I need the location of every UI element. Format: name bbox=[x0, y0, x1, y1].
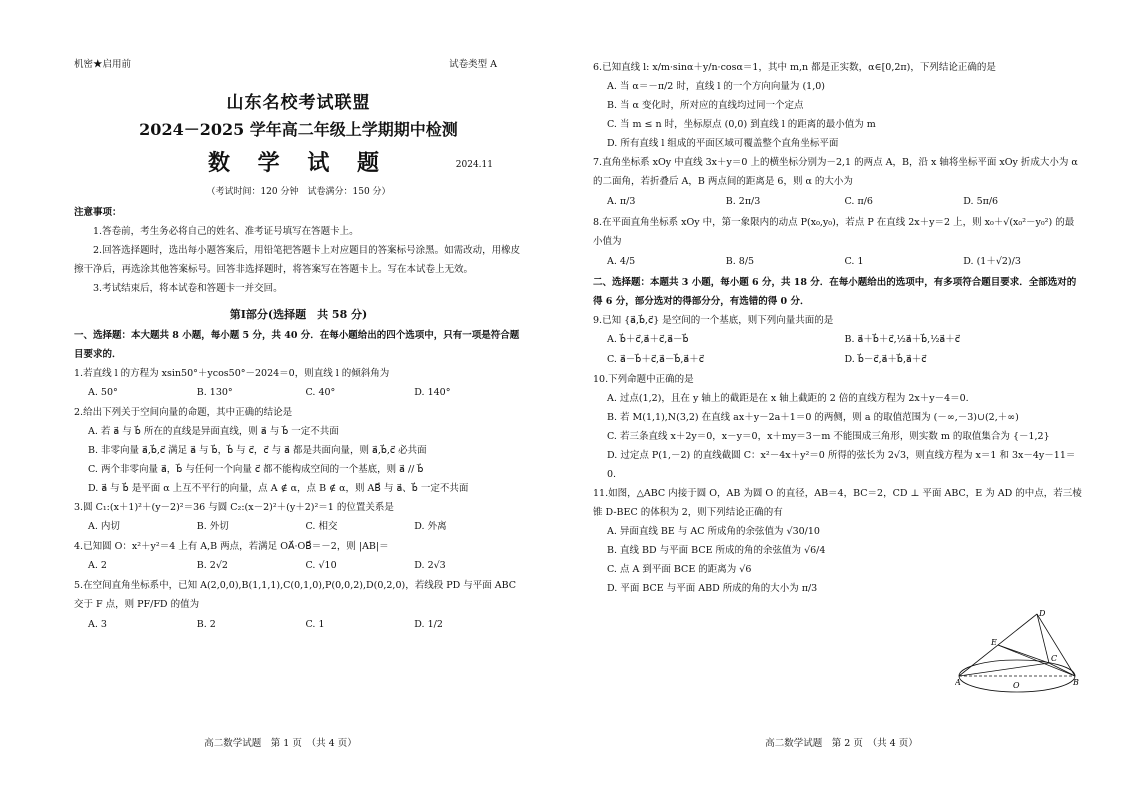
section-heading: 二、选择题：本题共 3 小题，每小题 6 分，共 18 分．在每小题给出的选项中，有多项符合题目要求．全部选对的得 6 分，部分选对的得部分分，有选错的得 0 分． bbox=[593, 277, 1077, 307]
option: D. b⃗－c⃗,a⃗＋b⃗,a⃗＋c⃗ bbox=[844, 354, 927, 365]
option: C. 相交 bbox=[305, 521, 338, 532]
header-row bbox=[74, 56, 523, 70]
option: D. 外离 bbox=[414, 521, 447, 532]
exam-info: （考试时间：120 分钟 试卷满分：150 分） bbox=[206, 187, 391, 197]
option: D. 1/2 bbox=[414, 619, 443, 630]
option: C. π/6 bbox=[844, 196, 873, 207]
option: B. 当 α 变化时，所对应的直线均过同一个定点 bbox=[607, 100, 804, 111]
question-8: 8.在平面直角坐标系 xOy 中，第一象限内的动点 P(x₀,y₀)，若点 P 在直线 2x＋y＝2 上，则 x₀＋√(x₀²－y₀²) 的最小值为 bbox=[593, 217, 1075, 247]
option: A. 若 a⃗ 与 b⃗ 所在的直线是异面直线，则 a⃗ 与 b⃗ 一定不共面 bbox=[88, 426, 339, 437]
option: D. 2√3 bbox=[414, 560, 446, 571]
question-9: 9.已知 {a⃗,b⃗,c⃗} 是空间的一个基底，则下列向量共面的是 bbox=[593, 315, 834, 326]
option: D. 所有直线 l 组成的平面区域可覆盖整个直角坐标平面 bbox=[607, 138, 839, 149]
option: A. 4/5 bbox=[607, 256, 636, 267]
notes-heading: 注意事项： bbox=[74, 207, 122, 218]
option: C. 当 m ≤ n 时，坐标原点 (0,0) 到直线 l 的距离的最小值为 m bbox=[607, 119, 876, 130]
option: D. 5π/6 bbox=[963, 196, 999, 207]
note-item: 1.答卷前，考生务必将自己的姓名、准考证号填写在答题卡上。 bbox=[93, 226, 359, 237]
exam-title: 2024－2025 学年高二年级上学期期中检测 bbox=[139, 120, 458, 139]
option: A. 2 bbox=[88, 560, 107, 571]
note-item: 2.回答选择题时，选出每小题答案后，用铅笔把答题卡上对应题目的答案标号涂黑。如需改动，用橡皮擦干净后，再选涂其他答案标号。回答非选择题时，将答案写在答题卡上。写在本试卷上无效。 bbox=[74, 245, 521, 275]
question-3: 3.圆 C₁:(x＋1)²＋(y－2)²＝36 与圆 C₂:(x－2)²＋(y＋2)²＝1 的位置关系是 bbox=[74, 502, 394, 513]
page-footer: 高二数学试题 第 1 页 （共 4 页） bbox=[204, 738, 357, 749]
option: B. a⃗＋b⃗＋c⃗,½a⃗＋b⃗,½a⃗＋c⃗ bbox=[844, 334, 960, 345]
question-5-options bbox=[88, 614, 523, 636]
question-2: 2.给出下列关于空间向量的命题，其中正确的结论是 bbox=[74, 407, 293, 418]
option: D. (1＋√2)/3 bbox=[963, 256, 1021, 267]
question-4: 4.已知圆 O：x²＋y²＝4 上有 A,B 两点，若满足 OA⃗·OB⃗＝－2，则 |AB|＝ bbox=[74, 541, 389, 552]
question-4-options bbox=[88, 556, 523, 576]
figure-label: B bbox=[1073, 678, 1079, 687]
question-3-options bbox=[88, 517, 523, 537]
option: A. 异面直线 BE 与 AC 所成角的余弦值为 √30/10 bbox=[607, 526, 820, 537]
option: B. 直线 BD 与平面 BCE 所成的角的余弦值为 √6/4 bbox=[607, 545, 826, 556]
exam-alliance-title: 山东名校考试联盟 bbox=[226, 93, 371, 113]
option: B. 外切 bbox=[196, 521, 229, 532]
option: A. π/3 bbox=[607, 196, 636, 207]
option: A. 当 α＝－π/2 时，直线 l 的一个方向向量为 (1,0) bbox=[607, 81, 825, 92]
page-footer: 高二数学试题 第 2 页 （共 4 页） bbox=[765, 738, 918, 749]
option: C. 若三条直线 x＋2y＝0，x－y＝0，x＋my＝3－m 不能围成三角形，则实数 m 的取值集合为 {－1,2} bbox=[607, 431, 1050, 442]
section-heading: 一、选择题：本大题共 8 小题，每小题 5 分，共 40 分．在每小题给出的四个选项中，只有一项是符合题目要求的． bbox=[74, 330, 520, 360]
figure-label: C bbox=[1051, 654, 1058, 663]
question-9-options bbox=[607, 350, 1082, 370]
option: C. 两个非零向量 a⃗，b⃗ 与任何一个向量 c⃗ 都不能构成空间的一个基底，则 a⃗ // b⃗ bbox=[88, 464, 424, 475]
figure-label: A bbox=[955, 678, 961, 687]
question-9-options bbox=[607, 330, 1082, 350]
option: A. 过点(1,2)，且在 y 轴上的截距是在 x 轴上截距的 2 倍的直线方程为 2x＋y－4＝0. bbox=[607, 393, 969, 404]
option: C. √10 bbox=[305, 560, 337, 571]
option: C. 1 bbox=[844, 256, 864, 267]
question-7-options bbox=[607, 191, 1082, 213]
option: B. 2√2 bbox=[196, 560, 228, 571]
option: C. 40° bbox=[305, 387, 336, 398]
option: A. 内切 bbox=[88, 521, 120, 532]
question-10: 10.下列命题中正确的是 bbox=[593, 374, 694, 385]
option: C. 1 bbox=[305, 619, 325, 630]
option: D. 平面 BCE 与平面 ABD 所成的角的大小为 π/3 bbox=[607, 583, 818, 594]
option: D. a⃗ 与 b⃗ 是平面 α 上互不平行的向量，点 A ∉ α，点 B ∉ α，则 AB⃗ 与 a⃗、b⃗ 一定不共面 bbox=[88, 483, 469, 494]
exam-page-2 bbox=[561, 0, 1122, 794]
part-heading: 第Ⅰ部分(选择题 共 58 分) bbox=[229, 308, 368, 321]
option: B. 2 bbox=[196, 619, 216, 630]
figure-label: E bbox=[991, 638, 997, 647]
geometry-figure bbox=[955, 608, 1080, 703]
option: B. 2π/3 bbox=[725, 196, 761, 207]
confidential-label: 机密★启用前 bbox=[74, 59, 132, 70]
option: A. 3 bbox=[88, 619, 107, 630]
question-7: 7.直角坐标系 xOy 中直线 3x＋y＝0 上的横坐标分别为－2,1 的两点 A，B，沿 x 轴将坐标平面 xOy 折成大小为 α 的二面角，若折叠后 A，B 两点间的距离是 6，则 α 的大小为 bbox=[593, 157, 1078, 187]
option: B. 若 M(1,1),N(3,2) 在直线 ax＋y－2a＋1＝0 的两侧，则 a 的取值范围为 (－∞,－3)∪(2,＋∞) bbox=[607, 412, 1019, 423]
option: C. a⃗－b⃗＋c⃗,a⃗－b⃗,a⃗＋c⃗ bbox=[607, 354, 704, 365]
question-6: 6.已知直线 l: x/m·sinα＋y/n·cosα＝1，其中 m,n 都是正实数，α∈[0,2π)，下列结论正确的是 bbox=[593, 62, 996, 73]
option: D. 过定点 P(1,－2) 的直线截圆 C：x²－4x＋y²＝0 所得的弦长为 2√3，则直线方程为 x＝1 和 3x－4y－11＝0. bbox=[607, 450, 1076, 480]
option: A. b⃗＋c⃗,a⃗＋c⃗,a⃗－b⃗ bbox=[607, 334, 689, 345]
figure-label: O bbox=[1013, 681, 1020, 690]
option: B. 8/5 bbox=[725, 256, 755, 267]
option: C. 点 A 到平面 BCE 的距离为 √6 bbox=[607, 564, 752, 575]
figure-label: D bbox=[1039, 609, 1046, 618]
note-item: 3.考试结束后，将本试卷和答题卡一并交回。 bbox=[93, 283, 283, 294]
question-1-options bbox=[88, 383, 523, 403]
paper-type-label: 试卷类型 A bbox=[449, 59, 497, 70]
question-5: 5.在空间直角坐标系中，已知 A(2,0,0),B(1,1,1),C(0,1,0),P(0,0,2),D(0,2,0)，若线段 PD 与平面 ABC 交于 F 点，则 PF/FD 的值为 bbox=[74, 580, 517, 610]
question-11: 11.如图，△ABC 内接于圆 O，AB 为圆 O 的直径，AB＝4，BC＝2，CD ⊥ 平面 ABC，E 为 AD 的中点，若三棱锥 D-BEC 的体积为 2，则下列结论正确的有 bbox=[593, 488, 1082, 518]
subject-title: 数 学 试 题 bbox=[208, 150, 389, 176]
option: B. 非零向量 a⃗,b⃗,c⃗ 满足 a⃗ 与 b⃗，b⃗ 与 c⃗，c⃗ 与 a⃗ 都是共面向量，则 a⃗,b⃗,c⃗ 必共面 bbox=[88, 445, 427, 456]
option: A. 50° bbox=[88, 387, 118, 398]
exam-date: 2024.11 bbox=[455, 160, 493, 170]
question-8-options bbox=[607, 251, 1082, 273]
option: B. 130° bbox=[196, 387, 233, 398]
question-1: 1.若直线 l 的方程为 xsin50°＋ycos50°－2024＝0，则直线 l 的倾斜角为 bbox=[74, 368, 390, 379]
option: D. 140° bbox=[414, 387, 451, 398]
